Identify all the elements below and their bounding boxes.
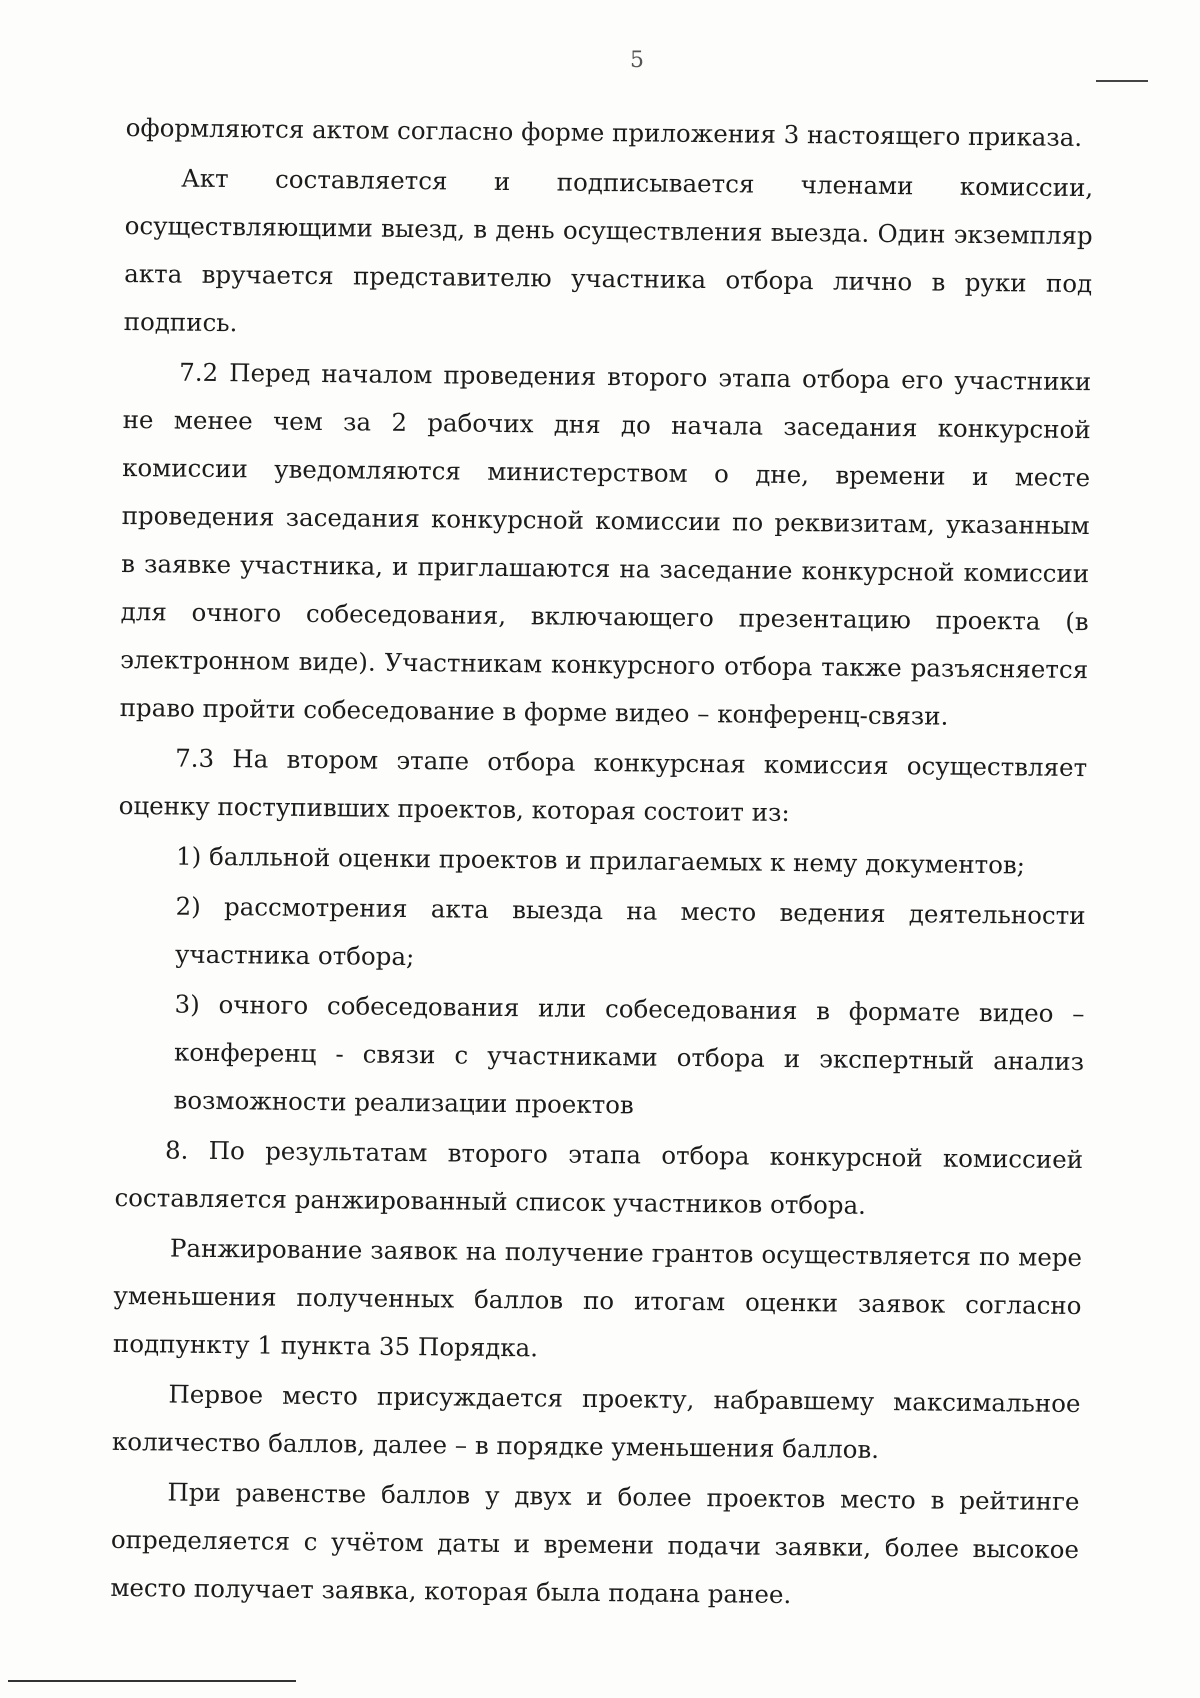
paragraph-7-2: 7.2 Перед началом проведения второго этапа отбора его участники не менее чем за 2 рабочих дня до начала заседания конкурсной комиссии уведомляются министерством о дне, времени и месте проведения заседания конкурсной комиссии по реквизитам, указанным в заявке участника, и приглашаются на заседание конкурсной комиссии для очного собеседования, включающего презентацию проекта (в электронном виде). Участникам конкурсного отбора также разъясняется право пройти собеседование в форме видео – конференц-связи.	[119, 357, 1092, 731]
paragraph-first-place: Первое место присуждается проекту, набравшему максимальное количество баллов, далее – в порядке уменьшения баллов.	[111, 1379, 1081, 1464]
list-item-3: 3) очного собеседования или собеседования в формате видео – конференц - связи с участниками отбора и экспертный анализ возможности реализации проектов	[173, 989, 1085, 1120]
footer-rule	[8, 1680, 296, 1682]
document-body	[110, 104, 1094, 1624]
paragraph-act-form: оформляются актом согласно форме приложения 3 настоящего приказа.	[125, 112, 1083, 153]
paragraph-8: 8. По результатам второго этапа отбора конкурсной комиссией составляется ранжированный список участников отбора.	[114, 1135, 1084, 1220]
list-item-1: 1) балльной оценки проектов и прилагаемых к нему документов;	[175, 841, 1026, 880]
paragraph-ranking: Ранжирование заявок на получение грантов осуществляется по мере уменьшения полученных баллов по итогам оценки заявок согласно подпункту 1 пункта 35 Порядка.	[112, 1233, 1083, 1363]
margin-mark	[1096, 80, 1148, 82]
page-number: 5	[630, 48, 644, 73]
paragraph-act-signing: Акт составляется и подписывается членами комиссии, осуществляющими выезд, в день осуществления выезда. Один экземпляр акта вручается представителю участника отбора лично в руки под подпись.	[123, 163, 1094, 338]
paragraph-tie-break: При равенстве баллов у двух и более проектов место в рейтинге определяется с учётом даты и времени подачи заявки, более высокое место получает заявка, которая была подана ранее.	[110, 1477, 1080, 1610]
paragraph-7-3: 7.3 На втором этапе отбора конкурсная комиссия осуществляет оценку поступивших проектов, которая состоит из:	[118, 743, 1088, 827]
list-item-2: 2) рассмотрения акта выезда на место ведения деятельности участника отбора;	[174, 891, 1086, 972]
